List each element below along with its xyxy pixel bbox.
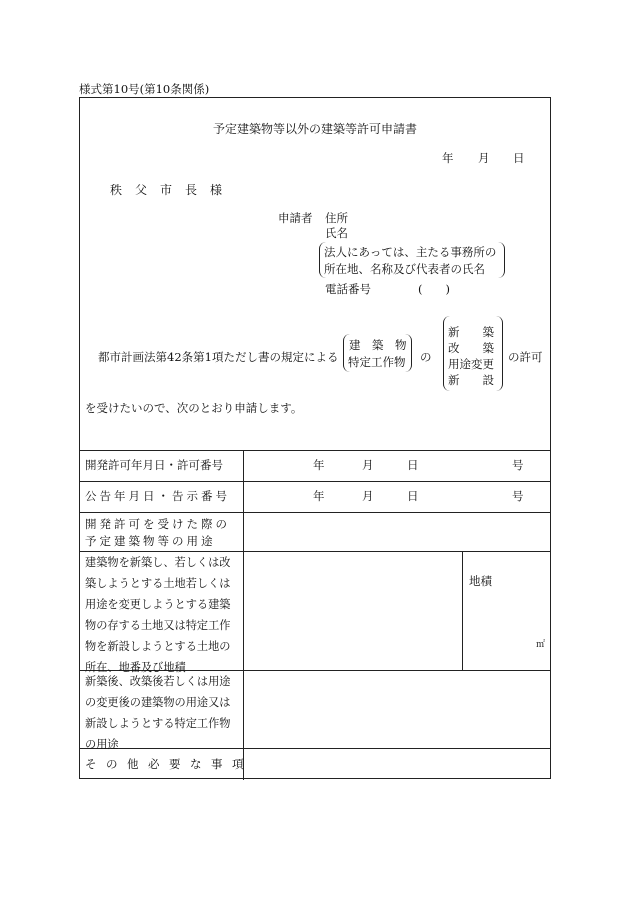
statement-permit: の許可	[508, 350, 543, 364]
row-land-location-label	[85, 552, 230, 678]
statement-lead: 都市計画法第42条第1項ただし書の規定による	[98, 350, 339, 364]
area-column-divider	[462, 551, 463, 670]
action-use-change: 用途変更	[448, 357, 494, 371]
text-line: 築しようとする土地若しくは	[85, 577, 231, 590]
row-permit-day: 日	[407, 458, 419, 472]
row-notice-number: 号	[512, 489, 524, 503]
addressee: 秩父市長様	[110, 183, 236, 197]
statement-continuation: を受けたいので、次のとおり申請します。	[85, 401, 303, 415]
date-day-label: 日	[513, 151, 525, 165]
row-divider	[80, 512, 550, 513]
row-planned-use-label-1: 開発許可を受けた際の	[85, 517, 230, 531]
phone-parentheses: ( )	[418, 282, 450, 296]
row-notice-date-label: 公告年月日・告示番号	[85, 489, 230, 503]
date-month-label: 月	[478, 151, 490, 165]
applicant-label: 申請者	[278, 211, 313, 225]
column-divider	[243, 450, 244, 780]
application-form	[79, 97, 551, 779]
form-number-label: 様式第10号(第10条関係)	[79, 82, 210, 96]
action-new-install: 新 設	[448, 373, 494, 387]
text-line: 所在、地番及び地積	[85, 661, 186, 674]
text-line: 用途を変更しようとする建築	[85, 598, 231, 611]
date-year-label: 年	[442, 151, 454, 165]
statement-no: の	[420, 350, 432, 364]
text-line: 新築後、改築後若しくは用途	[85, 675, 231, 688]
row-notice-month: 月	[362, 489, 374, 503]
corporation-note-line-2: 所在地、名称及び代表者の氏名	[324, 262, 485, 276]
row-notice-day: 日	[407, 489, 419, 503]
row-divider	[80, 481, 550, 482]
row-permit-date-label: 開発許可年月日・許可番号	[85, 458, 223, 472]
action-rebuild: 改 築	[448, 341, 494, 355]
text-line: 建築物を新築し、若しくは改	[85, 556, 231, 569]
action-new-build: 新 築	[448, 325, 494, 339]
row-permit-year: 年	[313, 458, 325, 472]
form-title: 予定建築物等以外の建築等許可申請書	[212, 122, 417, 136]
text-line: 物を新設しようとする土地の	[85, 640, 231, 653]
address-label: 住所	[325, 211, 348, 225]
text-line: の用途	[85, 738, 119, 751]
row-permit-month: 月	[362, 458, 374, 472]
text-line: の変更後の建築物の用途又は	[85, 696, 231, 709]
row-after-use-label	[85, 671, 230, 755]
row-planned-use-label-2: 予定建築物等の用途	[85, 534, 216, 548]
corporation-note-line-1: 法人にあっては、主たる事務所の	[324, 245, 497, 259]
phone-label: 電話番号	[325, 282, 371, 296]
text-line: 物の存する土地又は特定工作	[85, 619, 231, 632]
name-label: 氏名	[325, 226, 348, 240]
object-building: 建 築 物	[349, 338, 407, 352]
table-top-line	[80, 450, 550, 451]
row-permit-number: 号	[512, 458, 524, 472]
text-line: 新設しようとする特定工作物	[85, 717, 231, 730]
object-structure: 特定工作物	[348, 355, 406, 369]
land-area-label: 地積	[469, 574, 492, 588]
row-notice-year: 年	[313, 489, 325, 503]
row-other-matters-label: その他必要な事項	[85, 757, 253, 771]
square-meter-unit: ㎡	[536, 640, 546, 650]
